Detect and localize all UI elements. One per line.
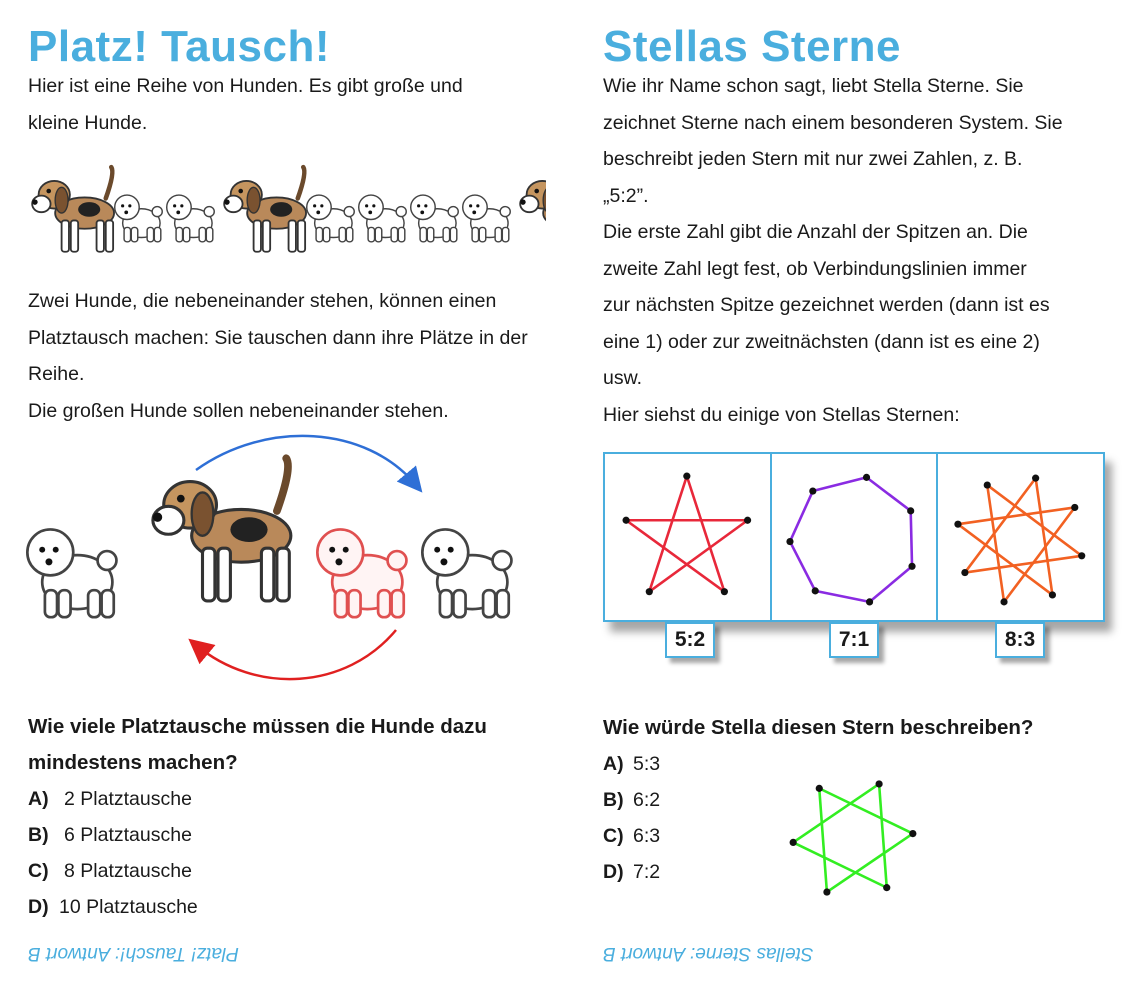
star-7:1: [786, 474, 915, 606]
star-line: [812, 477, 866, 491]
option-d[interactable]: [603, 854, 660, 890]
large-dog-icon: [520, 167, 546, 252]
star-line: [790, 491, 813, 542]
star-5:2: [622, 473, 751, 596]
star-line: [687, 476, 725, 592]
star-label-1: 5:2: [665, 622, 715, 658]
dog-row-illustration: [16, 160, 546, 265]
swap-arrow-bottom-icon: [196, 630, 396, 679]
swap-arrow-top-icon: [196, 436, 416, 485]
option-letter: D): [28, 896, 49, 918]
option-text: 8 Platztausche: [64, 860, 192, 882]
question-star-shape: [790, 780, 917, 895]
star-line: [988, 485, 1005, 602]
star-vertex-dot: [955, 521, 962, 528]
small-dog-icon: [422, 529, 511, 617]
intro-text: [28, 68, 463, 141]
star-line: [988, 485, 1082, 556]
stars-options: [603, 746, 660, 890]
intro-line: kleine Hunde.: [28, 111, 148, 134]
rules-line: Reihe.: [28, 363, 85, 385]
option-letter: A): [28, 788, 49, 810]
star-line: [1004, 507, 1075, 601]
star-example-1: [605, 454, 772, 620]
star-vertex-dot: [1001, 598, 1008, 605]
star-line: [819, 788, 913, 833]
option-text: 6:3: [633, 825, 661, 847]
large-dog-icon: [153, 458, 291, 601]
star-line: [958, 507, 1075, 524]
option-d[interactable]: [28, 889, 198, 925]
star-vertex-dot: [883, 884, 890, 891]
question-star-figure: [783, 768, 923, 908]
platz-tausch-answer: Platz! Tausch!: Antwort B: [28, 943, 239, 964]
star-line: [910, 511, 911, 566]
star-vertex-dot: [786, 538, 793, 545]
small-dog-icon: [27, 529, 116, 617]
large-dog-icon: [224, 167, 306, 252]
star-vertex-dot: [1032, 475, 1039, 482]
option-letter: B): [28, 824, 49, 846]
star-line: [649, 520, 747, 591]
star-vertex-dot: [790, 839, 797, 846]
explanation-line: Wie ihr Name schon sagt, liebt Stella Sterne. Sie: [603, 75, 1024, 97]
platz-tausch-options: [28, 781, 198, 925]
explanation-line: zweite Zahl legt fest, ob Verbindungslinien immer: [603, 257, 1027, 280]
option-text: 6 Platztausche: [64, 824, 192, 846]
star-line: [866, 477, 910, 510]
star-vertex-dot: [1078, 552, 1085, 559]
star-vertex-dot: [908, 563, 915, 570]
small-dog-icon: [115, 195, 163, 242]
small-dog-icon: [167, 195, 215, 242]
star-label-3: 8:3: [995, 622, 1045, 658]
option-a[interactable]: [603, 746, 660, 782]
star-line: [869, 566, 911, 602]
star-vertex-dot: [622, 517, 629, 524]
small-dog-icon: [307, 195, 355, 242]
rules-line: Platztausch machen: Sie tauschen dann ihre Plätze in der: [28, 326, 528, 349]
star-line: [649, 476, 687, 592]
stars-explanation: [603, 68, 1063, 433]
option-c[interactable]: [603, 818, 660, 854]
star-line: [965, 478, 1036, 572]
star-line: [827, 834, 913, 892]
star-examples-panel: [603, 452, 1105, 622]
star-vertex-dot: [744, 517, 751, 524]
rules-text: [28, 283, 528, 429]
explanation-line: zur nächsten Spitze gezeichnet werden (dann ist es: [603, 294, 1050, 316]
star-vertex-dot: [811, 587, 818, 594]
star-vertex-dot: [823, 888, 830, 895]
small-dog-icon: [411, 195, 459, 242]
stellas-sterne-answer: Stellas Sterne: Antwort B: [603, 943, 814, 964]
option-b[interactable]: [603, 782, 660, 818]
small-dog-icon: [463, 195, 511, 242]
star-vertex-dot: [1072, 504, 1079, 511]
platz-tausch-question: [28, 709, 487, 781]
star-example-3: [938, 454, 1103, 620]
option-b[interactable]: [28, 817, 198, 853]
stellas-sterne-title: Stellas Sterne: [603, 22, 902, 71]
explanation-line: Hier siehst du einige von Stellas Sternen:: [603, 403, 960, 426]
star-line: [879, 784, 887, 888]
stars-question: Wie würde Stella diesen Stern beschreiben?: [603, 716, 1034, 739]
star-line: [793, 842, 887, 887]
option-c[interactable]: [28, 853, 198, 889]
star-vertex-dot: [646, 588, 653, 595]
star-line: [793, 784, 879, 842]
star-vertex-dot: [721, 588, 728, 595]
intro-line: Hier ist eine Reihe von Hunden. Es gibt große und: [28, 75, 463, 97]
option-text: 2 Platztausche: [64, 788, 192, 810]
explanation-line: Die erste Zahl gibt die Anzahl der Spitzen an. Die: [603, 221, 1028, 243]
option-letter: A): [603, 753, 624, 775]
star-example-2: [772, 454, 939, 620]
platz-tausch-title: Platz! Tausch!: [28, 22, 331, 71]
explanation-line: beschreibt jeden Stern mit nur zwei Zahlen, z. B.: [603, 148, 1023, 170]
star-line: [819, 788, 827, 892]
star-vertex-dot: [866, 598, 873, 605]
option-letter: C): [28, 860, 49, 882]
explanation-line: eine 1) oder zur zweitnächsten (dann ist es eine 2): [603, 330, 1040, 353]
question-line: Wie viele Platztausche müssen die Hunde dazu: [28, 715, 487, 738]
star-vertex-dot: [1049, 591, 1056, 598]
star-line: [790, 542, 815, 591]
star-line: [1036, 478, 1053, 595]
swap-illustration: [16, 425, 536, 695]
explanation-line: usw.: [603, 367, 643, 389]
question-line: mindestens machen?: [28, 751, 238, 774]
star-vertex-dot: [683, 473, 690, 480]
rules-line: Zwei Hunde, die nebeneinander stehen, können einen: [28, 290, 497, 312]
star-vertex-dot: [909, 830, 916, 837]
star-label-2: 7:1: [829, 622, 879, 658]
star-vertex-dot: [809, 487, 816, 494]
star-8:3: [955, 475, 1086, 606]
option-letter: D): [603, 861, 624, 883]
option-text: 6:2: [633, 789, 661, 811]
star-line: [958, 524, 1052, 595]
option-letter: B): [603, 789, 624, 811]
star-vertex-dot: [984, 481, 991, 488]
option-letter: C): [603, 825, 624, 847]
star-vertex-dot: [962, 569, 969, 576]
option-text: 10 Platztausche: [59, 896, 198, 918]
explanation-line: „5:2”.: [603, 184, 649, 207]
large-dog-icon: [32, 167, 114, 252]
star-vertex-dot: [907, 507, 914, 514]
small-dog-icon: [317, 529, 406, 617]
option-a[interactable]: [28, 781, 198, 817]
explanation-line: zeichnet Sterne nach einem besonderen System. Sie: [603, 111, 1063, 134]
option-text: 7:2: [633, 861, 661, 883]
star-line: [965, 556, 1082, 573]
option-text: 5:3: [633, 753, 661, 775]
small-dog-icon: [359, 195, 407, 242]
rules-line: Die großen Hunde sollen nebeneinander stehen.: [28, 399, 449, 422]
star-line: [815, 591, 869, 602]
star-vertex-dot: [863, 474, 870, 481]
star-vertex-dot: [875, 780, 882, 787]
star-vertex-dot: [816, 785, 823, 792]
star-line: [626, 520, 724, 591]
